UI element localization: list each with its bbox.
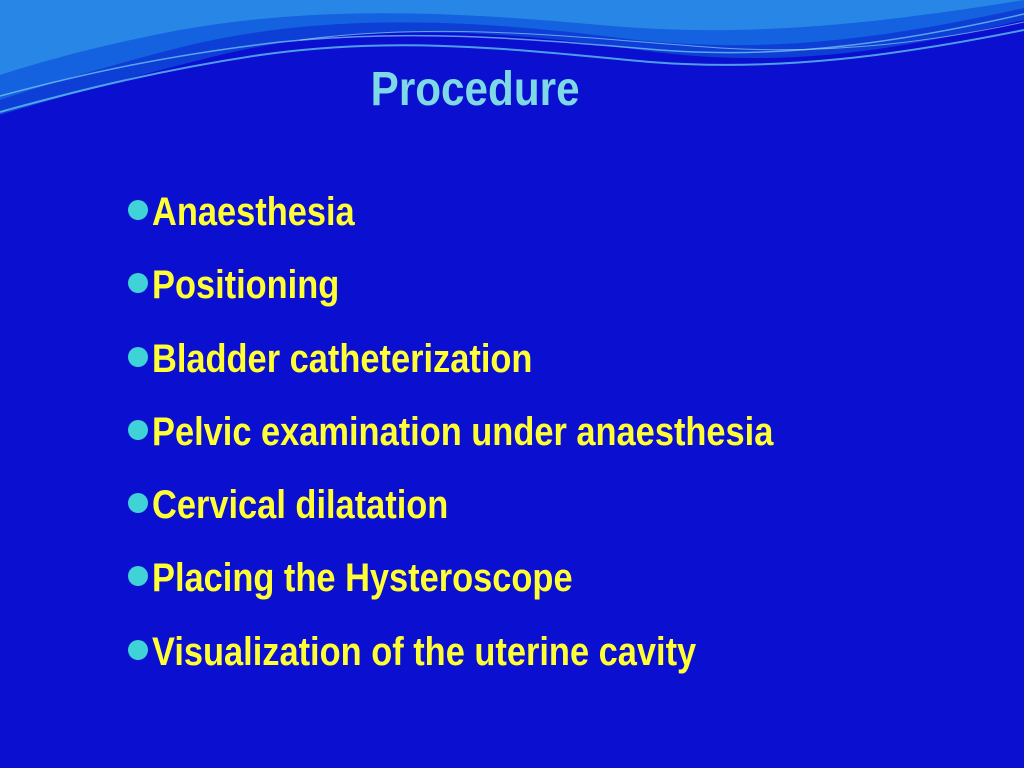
list-item [118,259,875,332]
bullet-dot-icon [128,640,148,660]
list-item-text: Pelvic examination under anaesthesia [152,409,774,454]
list-item-text: Anaesthesia [152,190,355,234]
list-item [118,552,875,625]
list-item [118,186,875,259]
slide-title: Procedure [370,63,580,116]
bullet-dot-icon [128,493,148,513]
list-item-text: Cervical dilatation [152,483,449,528]
bullet-dot-icon [128,347,148,367]
bullet-dot-icon [128,420,148,440]
list-item-text: Visualization of the uterine cavity [152,629,697,674]
list-item [118,479,875,552]
bullet-dot-icon [128,200,148,220]
bullet-dot-icon [128,273,148,293]
list-item [118,333,875,406]
bullet-list [118,186,875,699]
list-item-text: Positioning [152,263,340,308]
bullet-dot-icon [128,566,148,586]
list-item [118,406,875,479]
list-item-text: Bladder catheterization [152,336,533,381]
list-item [118,626,875,699]
list-item-text: Placing the Hysteroscope [152,556,573,601]
